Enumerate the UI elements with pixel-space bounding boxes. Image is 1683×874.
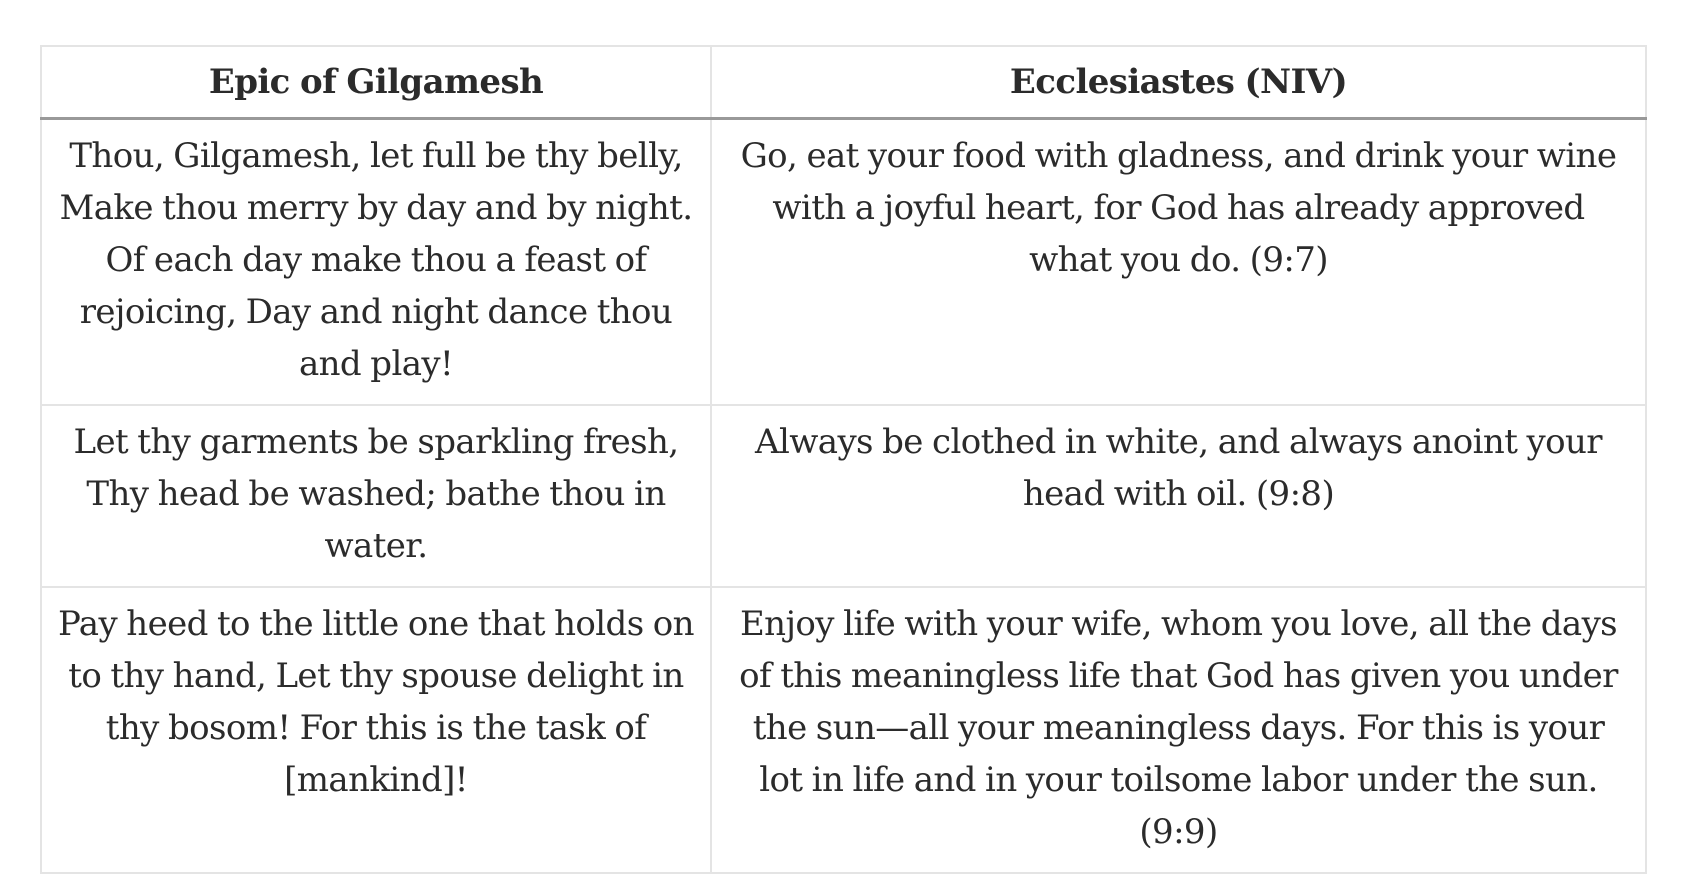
comparison-table-container	[40, 45, 1645, 874]
column-header-ecclesiastes: Ecclesiastes (NIV)	[711, 46, 1646, 119]
table-cell-gilgamesh: Let thy garments be sparkling fresh, Thy head be washed; bathe thou in water.	[41, 405, 711, 587]
table-row	[41, 119, 1646, 406]
table-cell-gilgamesh: Pay heed to the little one that holds on to thy hand, Let thy spouse delight in thy bosom! For this is the task of [mankind]!	[41, 587, 711, 873]
table-row	[41, 587, 1646, 873]
table-row	[41, 405, 1646, 587]
table-cell-ecclesiastes: Enjoy life with your wife, whom you love, all the days of this meaningless life that God has given you under the sun—all your meaningless days. For this is your lot in life and in your toilsome labor under the sun. (9:9)	[711, 587, 1646, 873]
table-cell-gilgamesh: Thou, Gilgamesh, let full be thy belly, Make thou merry by day and by night. Of each day make thou a feast of rejoicing, Day and night dance thou and play!	[41, 119, 711, 406]
table-header-row	[41, 46, 1646, 119]
column-header-gilgamesh: Epic of Gilgamesh	[41, 46, 711, 119]
comparison-table	[40, 45, 1647, 874]
table-cell-ecclesiastes: Always be clothed in white, and always anoint your head with oil. (9:8)	[711, 405, 1646, 587]
table-cell-ecclesiastes: Go, eat your food with gladness, and drink your wine with a joyful heart, for God has already approved what you do. (9:7)	[711, 119, 1646, 406]
